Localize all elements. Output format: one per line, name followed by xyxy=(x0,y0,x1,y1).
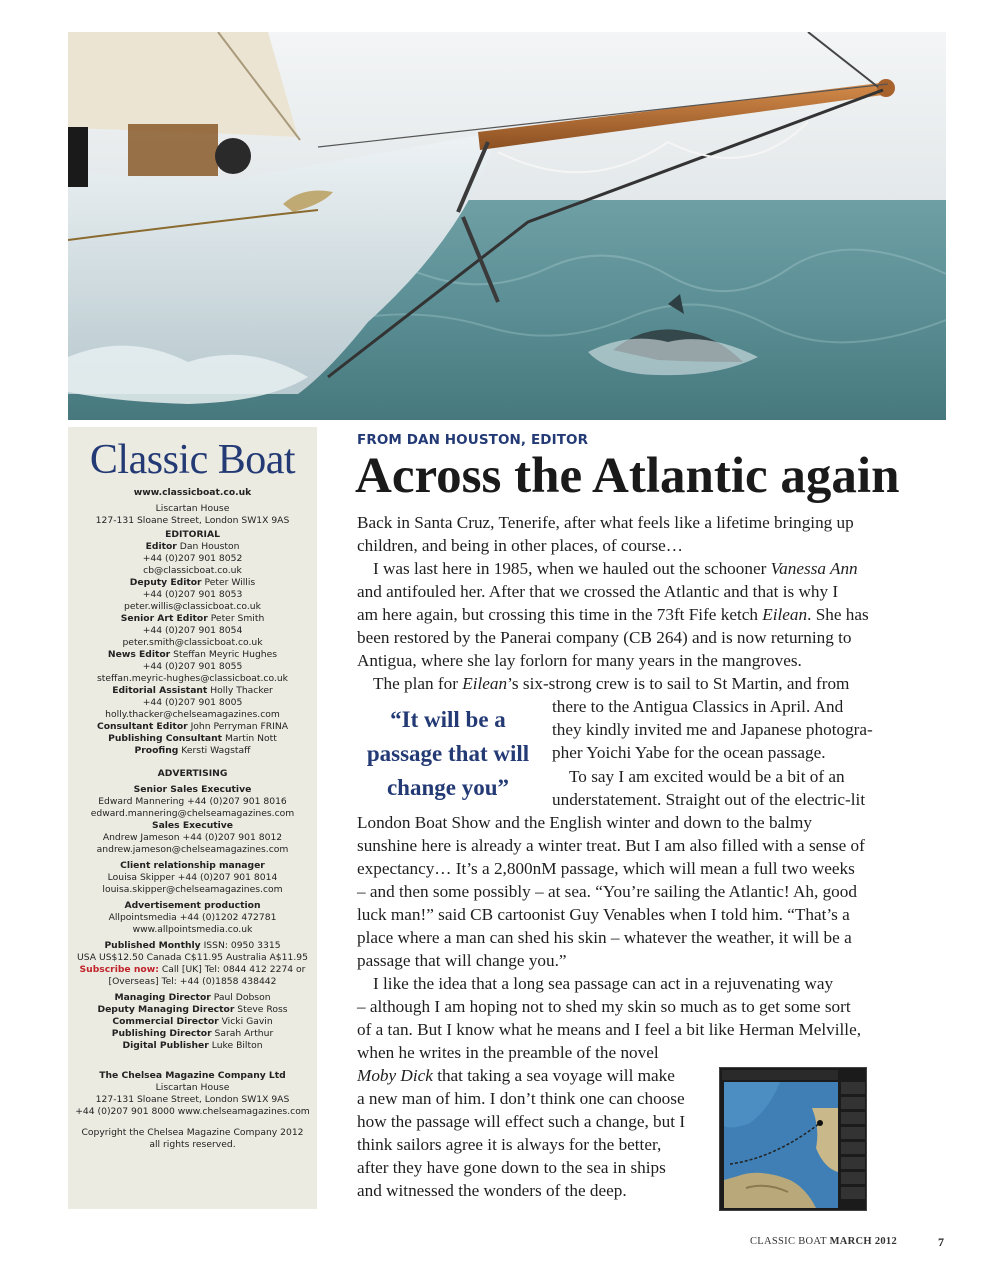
published-label: Published Monthly xyxy=(104,940,201,951)
body-italic: Moby Dick xyxy=(357,1066,433,1085)
body-line: luck man!” said CB cartoonist Guy Venables when I told him. “That’s a xyxy=(357,905,850,924)
staff-phone: +44 (0)207 901 8005 xyxy=(142,697,243,708)
staff-role: Editorial Assistant xyxy=(112,685,208,696)
footer-magazine: CLASSIC BOAT xyxy=(750,1236,827,1247)
masthead-website[interactable]: www.classicboat.co.uk xyxy=(133,487,252,498)
chart-plotter-screen-image xyxy=(719,1067,867,1211)
body-line: London Boat Show and the English winter and down to the balmy xyxy=(357,813,812,832)
body-line: place where a man can shed his skin – whatever the weather, it will be a xyxy=(357,928,852,947)
body-line: been restored by the Panerai company (CB 264) and is now returning to xyxy=(357,628,852,647)
body-line: children, and being in other places, of course… xyxy=(357,536,683,555)
staff-role: Editor xyxy=(145,541,177,552)
staff-line: Edward Mannering +44 (0)207 901 8016 xyxy=(98,796,287,807)
staff-name: Peter Willis xyxy=(204,577,256,588)
staff-name: Steve Ross xyxy=(237,1004,288,1015)
body-line: understatement. Straight out of the electric-lit xyxy=(552,790,866,809)
staff-role: Advertisement production xyxy=(124,900,261,911)
body-line: Back in Santa Cruz, Tenerife, after what feels like a lifetime bringing up xyxy=(357,513,854,532)
body-line xyxy=(357,603,869,626)
advertising-sales-executive xyxy=(74,820,311,856)
company-address2: 127-131 Sloane Street, London SW1X 9AS xyxy=(95,1094,290,1105)
staff-role: Digital Publisher xyxy=(122,1040,209,1051)
staff-email[interactable]: edward.mannering@chelseamagazines.com xyxy=(90,808,295,819)
staff-phone: +44 (0)207 901 8052 xyxy=(142,553,243,564)
subscribe-line xyxy=(74,964,311,976)
article-headline: Across the Atlantic again xyxy=(355,448,900,504)
body-italic: Vanessa Ann xyxy=(770,559,858,578)
chart-plotter-illustration xyxy=(720,1068,867,1211)
subscribe-label: Subscribe now: xyxy=(79,964,159,975)
staff-role: Sales Executive xyxy=(151,820,234,831)
editorial-staff-editor xyxy=(74,541,311,577)
body-line: they kindly invited me and Japanese photogra- xyxy=(552,720,873,739)
body-text: ’s six-strong crew is to sail to St Martin, and from xyxy=(507,674,850,693)
body-text: The plan for xyxy=(373,674,463,693)
staff-name: Martin Nott xyxy=(224,733,277,744)
staff-role: Publishing Consultant xyxy=(108,733,223,744)
staff-name: Paul Dobson xyxy=(213,992,271,1003)
staff-line: Louisa Skipper +44 (0)207 901 8014 xyxy=(107,872,278,883)
body-line: how the passage will effect such a change, but I xyxy=(357,1112,686,1131)
advertising-heading: ADVERTISING xyxy=(157,768,228,779)
staff-email[interactable]: andrew.jameson@chelseamagazines.com xyxy=(96,844,289,855)
page-number: 7 xyxy=(938,1235,944,1249)
staff-role: Commercial Director xyxy=(112,1016,219,1027)
staff-name: Sarah Arthur xyxy=(214,1028,274,1039)
body-line: – and then some possibly – at sea. “You’re sailing the Atlantic! Ah, good xyxy=(357,882,857,901)
body-text: that taking a sea voyage will make xyxy=(432,1066,675,1085)
hero-photo-bowsprit-dolphin xyxy=(68,32,946,420)
subscribe-uk: Call [UK] Tel: 0844 412 2274 or xyxy=(161,964,306,975)
masthead-address-line2: 127-131 Sloane Street, London SW1X 9AS xyxy=(95,515,290,526)
editorial-heading: EDITORIAL xyxy=(165,529,220,540)
staff-name: Holly Thacker xyxy=(210,685,273,696)
copyright-line2: all rights reserved. xyxy=(149,1139,236,1150)
body-line xyxy=(357,1064,675,1087)
body-line: think sailors agree it is always for the better, xyxy=(357,1135,662,1154)
masthead-sidebar xyxy=(68,427,317,1209)
staff-name: John Perryman FRINA xyxy=(190,721,289,732)
body-line: Antigua, where she lay forlorn for many years in the mangroves. xyxy=(357,651,802,670)
staff-phone: +44 (0)207 901 8054 xyxy=(142,625,243,636)
editorial-staff-assistant xyxy=(74,685,311,721)
staff-email[interactable]: peter.smith@classicboat.co.uk xyxy=(122,637,263,648)
staff-name: Vicki Gavin xyxy=(221,1016,273,1027)
staff-role: Managing Director xyxy=(114,992,211,1003)
pull-quote: “It will be a passage that will change you” xyxy=(366,707,530,800)
staff-phone: +44 (0)207 901 8053 xyxy=(142,589,243,600)
body-line: expectancy… It’s a 2,800nM passage, which will mean a full two weeks xyxy=(357,859,855,878)
cover-prices: USA US$12.50 Canada C$11.95 Australia A$11.95 xyxy=(77,952,308,963)
body-text: . She has xyxy=(807,605,869,624)
staff-email[interactable]: louisa.skipper@chelseamagazines.com xyxy=(102,884,283,895)
advertising-production xyxy=(74,900,311,936)
advertising-client-relationship xyxy=(74,860,311,896)
classic-boat-logo: Classic Boat xyxy=(89,437,296,483)
hero-illustration xyxy=(68,32,946,420)
body-text: I was last here in 1985, when we hauled out the schooner xyxy=(373,559,771,578)
consultant-list xyxy=(74,721,311,757)
staff-role: Proofing xyxy=(134,745,179,756)
advertising-senior-sales xyxy=(74,784,311,820)
body-line: – although I am hoping not to shed my skin so much as to get some sort xyxy=(357,997,851,1016)
body-line: and witnessed the wonders of the deep. xyxy=(357,1181,627,1200)
staff-role: Deputy Editor xyxy=(129,577,202,588)
body-line: I like the idea that a long sea passage can act in a rejuvenating way xyxy=(373,974,834,993)
page-footer xyxy=(750,1236,897,1247)
staff-email[interactable]: peter.willis@classicboat.co.uk xyxy=(124,601,261,612)
company-address1: Liscartan House xyxy=(155,1082,230,1093)
body-line xyxy=(373,672,849,695)
staff-email[interactable]: holly.thacker@chelseamagazines.com xyxy=(105,709,280,720)
footer-issue: MARCH 2012 xyxy=(829,1236,898,1247)
issn: ISSN: 0950 3315 xyxy=(203,940,281,951)
body-line: pher Yoichi Yabe for the ocean passage. xyxy=(552,743,826,762)
editorial-staff-art-editor xyxy=(74,613,311,649)
body-line: of a tan. But I know what he means and I feel a bit like Herman Melville, xyxy=(357,1020,862,1039)
staff-role: Deputy Managing Director xyxy=(97,1004,235,1015)
staff-role: Senior Art Editor xyxy=(120,613,208,624)
masthead-address-line1: Liscartan House xyxy=(155,503,230,514)
article-kicker: FROM DAN HOUSTON, EDITOR xyxy=(357,432,589,448)
staff-role: News Editor xyxy=(107,649,171,660)
editorial-staff-deputy-editor xyxy=(74,577,311,613)
staff-name: Luke Bilton xyxy=(211,1040,263,1051)
staff-name: Kersti Wagstaff xyxy=(181,745,251,756)
editorial-staff-news-editor xyxy=(74,649,311,685)
staff-line: Andrew Jameson +44 (0)207 901 8012 xyxy=(102,832,283,843)
directors-list xyxy=(74,992,311,1052)
body-line: passage that will change you.” xyxy=(357,951,567,970)
body-italic: Eilean xyxy=(762,605,808,624)
subscribe-overseas: [Overseas] Tel: +44 (0)1858 438442 xyxy=(108,976,277,987)
staff-name: Dan Houston xyxy=(179,541,240,552)
published-monthly xyxy=(74,940,311,952)
body-line: a new man of him. I don’t think one can choose xyxy=(357,1089,685,1108)
copyright-line1: Copyright the Chelsea Magazine Company 2012 xyxy=(81,1127,304,1138)
body-line: there to the Antigua Classics in April. And xyxy=(552,697,844,716)
staff-line: Allpointsmedia +44 (0)1202 472781 xyxy=(108,912,277,923)
staff-role: Client relationship manager xyxy=(120,860,265,871)
staff-name: Steffan Meyric Hughes xyxy=(173,649,278,660)
staff-role: Consultant Editor xyxy=(96,721,188,732)
company-contact: +44 (0)207 901 8000 www.chelseamagazines.com xyxy=(75,1106,310,1117)
body-italic: Eilean xyxy=(462,674,508,693)
staff-email[interactable]: www.allpointsmedia.co.uk xyxy=(132,924,253,935)
body-line xyxy=(373,557,858,580)
staff-email[interactable]: cb@classicboat.co.uk xyxy=(143,565,242,576)
body-line: To say I am excited would be a bit of an xyxy=(569,767,845,786)
staff-name: Peter Smith xyxy=(210,613,265,624)
staff-phone: +44 (0)207 901 8055 xyxy=(142,661,243,672)
staff-email[interactable]: steffan.meyric-hughes@classicboat.co.uk xyxy=(97,673,288,684)
body-line: after they have gone down to the sea in ships xyxy=(357,1158,666,1177)
staff-role: Senior Sales Executive xyxy=(133,784,252,795)
body-line: when he writes in the preamble of the novel xyxy=(357,1043,659,1062)
company-name: The Chelsea Magazine Company Ltd xyxy=(99,1070,286,1081)
body-line: and antifouled her. After that we crossed the Atlantic and that is why I xyxy=(357,582,839,601)
body-text: am here again, but crossing this time in the 73ft Fife ketch xyxy=(357,605,763,624)
staff-role: Publishing Director xyxy=(111,1028,212,1039)
body-line: sunshine here is already a winter treat. But I am also filled with a sense of xyxy=(357,836,865,855)
